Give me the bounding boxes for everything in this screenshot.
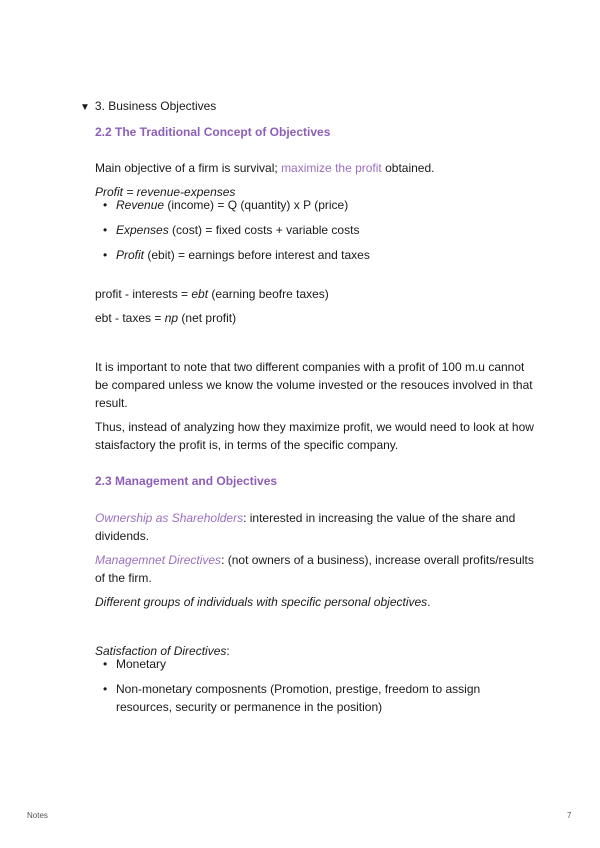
s22-intro — [95, 159, 535, 177]
satisfaction-end: : — [226, 644, 230, 658]
paragraph-comparison: It is important to note that two different companies with a profit of 100 m.u cannot be compared unless we know the volume invested or the resouces involved in that result. — [95, 360, 533, 410]
management-paragraph — [95, 551, 535, 587]
list-item: • Non-monetary composnents (Promotion, prestige, freedom to assign resources, security or permanence in the position) — [96, 680, 526, 716]
footer-title: Notes — [27, 811, 48, 820]
owners-rest: : interested in increasing the value of the share and dividends. — [95, 511, 516, 543]
np-equation — [95, 309, 535, 327]
section-toggle[interactable] — [80, 99, 216, 113]
ebt-equation — [95, 285, 535, 303]
toggle-triangle-icon[interactable]: ▼ — [80, 102, 90, 113]
groups-text: Different groups of individuals with specific personal objectives — [95, 595, 428, 609]
profit-formula-text: Profit = revenue-expenses — [95, 185, 236, 199]
eq1-pre: profit - interests = — [95, 287, 192, 301]
eq1-term: ebt — [191, 287, 209, 301]
maximize-profit-highlight: maximize the profit — [281, 161, 382, 175]
list-item — [96, 246, 536, 264]
groups-paragraph — [95, 593, 535, 611]
heading-2-2: 2.2 The Traditional Concept of Objectives — [95, 125, 331, 139]
section-toggle-label: 3. Business Objectives — [94, 99, 217, 113]
eq1-post: (earning beofre taxes) — [208, 287, 329, 301]
bullet-term: Revenue — [116, 198, 165, 212]
bullet-term: Expenses — [116, 223, 169, 237]
owners-term: Ownership as Shareholders — [95, 511, 244, 525]
s22-bullet-list — [96, 196, 536, 264]
bullet-term: Profit — [116, 248, 145, 262]
management-rest: : (not owners of a business), increase overall profits/results of the firm. — [95, 553, 534, 585]
list-item — [96, 221, 536, 239]
bullet-rest: (income) = Q (quantity) x P (price) — [164, 198, 349, 212]
eq2-term: np — [164, 311, 179, 325]
list-item: • Monetary — [96, 655, 526, 673]
list-item — [96, 196, 536, 214]
eq2-pre: ebt - taxes = — [95, 311, 165, 325]
paragraph-satisfactory: Thus, instead of analyzing how they maximize profit, we would need to look at how staisfactory the profit is, in terms of the specific company. — [95, 420, 534, 452]
s22-intro-post: obtained. — [381, 161, 435, 175]
satisfaction-term: Satisfaction of Directives — [95, 644, 227, 658]
s23-bullet-list — [96, 655, 526, 716]
owners-paragraph — [95, 509, 535, 545]
bullet-rest: (cost) = fixed costs + variable costs — [168, 223, 360, 237]
management-term: Managemnet Directives — [95, 553, 222, 567]
s22-intro-pre: Main objective of a firm is survival; — [95, 161, 282, 175]
eq2-post: (net profit) — [178, 311, 237, 325]
heading-2-3: 2.3 Management and Objectives — [95, 474, 278, 488]
bullet-rest: (ebit) = earnings before interest and taxes — [144, 248, 370, 262]
groups-end: . — [427, 595, 431, 609]
page-number: 7 — [567, 811, 572, 820]
